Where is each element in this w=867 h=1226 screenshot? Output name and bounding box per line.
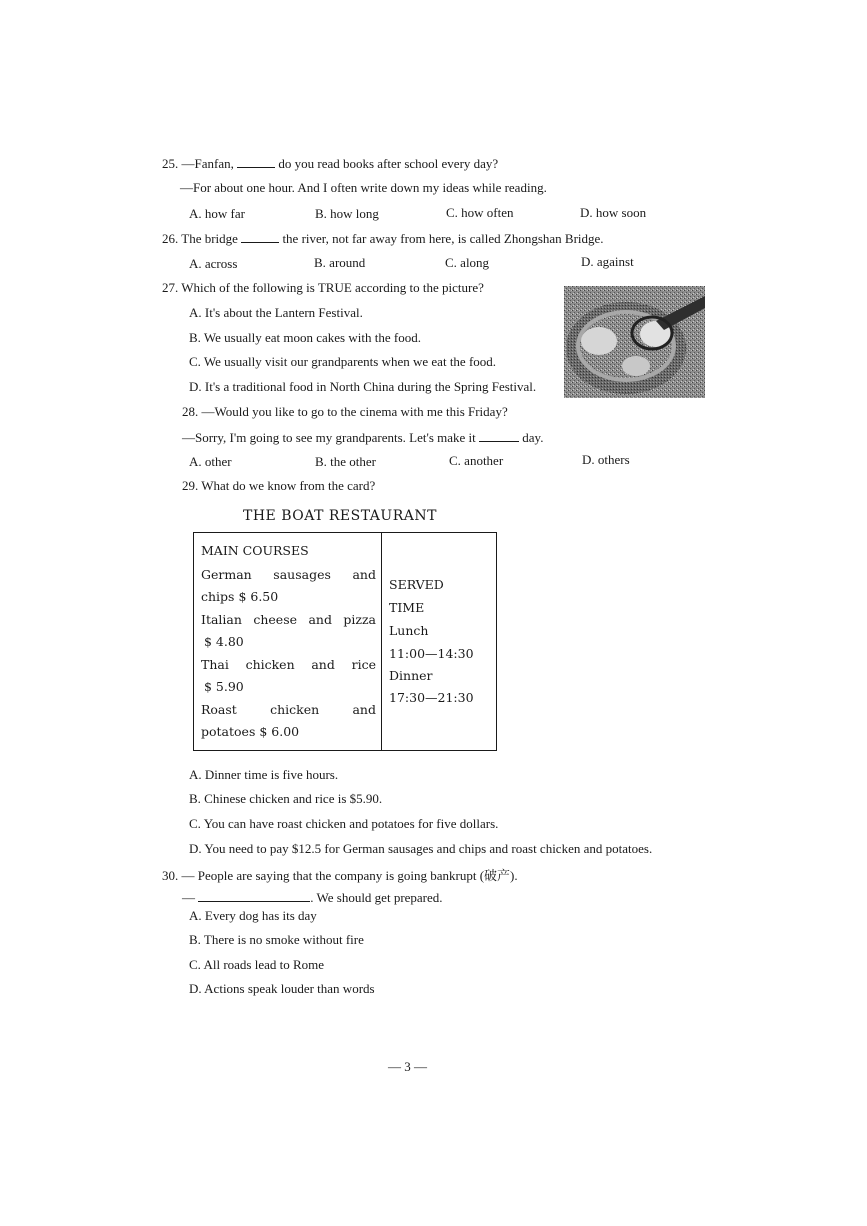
tangyuan-photo [564, 286, 705, 398]
q29-prompt: 29. What do we know from the card? [182, 478, 376, 493]
menu-item-roast: Roast chicken and [201, 702, 376, 717]
dinner-label: Dinner [389, 668, 433, 683]
served-label-2: TIME [389, 600, 425, 615]
q30-prompt: 30. — People are saying that the company is going bankrupt (破产). [162, 868, 518, 883]
menu-price-roast: potatoes $ 6.00 [201, 724, 300, 739]
q30-option-c: C. All roads lead to Rome [189, 957, 325, 972]
q27-option-a: A. It's about the Lantern Festival. [189, 305, 363, 320]
q30-reply: — . We should get prepared. [182, 890, 443, 905]
q28-blank [479, 429, 519, 442]
menu-price-thai: $ 5.90 [204, 679, 244, 694]
menu-card [193, 532, 497, 751]
q27-prompt: 27. Which of the following is TRUE according to the picture? [162, 280, 484, 295]
q26-option-b: B. around [314, 255, 366, 270]
q25-reply: —For about one hour. And I often write down my ideas while reading. [180, 180, 547, 195]
menu-price-german: chips $ 6.50 [201, 589, 279, 604]
served-label-1: SERVED [389, 577, 444, 592]
q28-reply: —Sorry, I'm going to see my grandparents. Let's make it day. [182, 430, 544, 445]
q29-option-c: C. You can have roast chicken and potatoes for five dollars. [189, 816, 499, 831]
q28-option-c: C. another [449, 453, 504, 468]
q28-prompt: 28. —Would you like to go to the cinema with me this Friday? [182, 404, 508, 419]
lunch-time: 11:00—14:30 [389, 646, 474, 661]
q27-option-d: D. It's a traditional food in North China during the Spring Festival. [189, 379, 537, 394]
card-divider [381, 533, 382, 750]
dinner-time: 17:30—21:30 [389, 690, 474, 705]
page-number: — 3 — [388, 1059, 427, 1074]
q25-prompt: 25. —Fanfan, do you read books after school every day? [162, 156, 499, 171]
q26-option-d: D. against [581, 254, 634, 269]
lunch-label: Lunch [389, 623, 429, 638]
q26-blank [241, 230, 279, 243]
q29-option-a: A. Dinner time is five hours. [189, 767, 339, 782]
q27-option-c: C. We usually visit our grandparents when we eat the food. [189, 354, 497, 369]
q26-prompt: 26. The bridge the river, not far away from here, is called Zhongshan Bridge. [162, 231, 604, 246]
q25-option-b: B. how long [315, 206, 379, 221]
q30-option-b: B. There is no smoke without fire [189, 932, 364, 947]
q27-option-b: B. We usually eat moon cakes with the food. [189, 330, 421, 345]
q30-option-d: D. Actions speak louder than words [189, 981, 375, 996]
q30-option-a: A. Every dog has its day [189, 908, 317, 923]
card-title: THE BOAT RESTAURANT [243, 508, 437, 524]
menu-item-thai: Thai chicken and rice [201, 657, 376, 672]
q28-option-b: B. the other [315, 454, 377, 469]
menu-item-german: German sausages and [201, 567, 376, 582]
q26-option-a: A. across [189, 256, 238, 271]
main-courses-heading: MAIN COURSES [201, 543, 309, 558]
q30-blank [198, 889, 310, 902]
q29-option-b: B. Chinese chicken and rice is $5.90. [189, 791, 383, 806]
menu-price-italian: $ 4.80 [204, 634, 244, 649]
q25-blank [237, 155, 275, 168]
q26-option-c: C. along [445, 255, 490, 270]
q25-option-d: D. how soon [580, 205, 647, 220]
menu-item-italian: Italian cheese and pizza [201, 612, 376, 627]
q25-option-c: C. how often [446, 205, 514, 220]
q29-option-d: D. You need to pay $12.5 for German sausages and chips and roast chicken and potatoes. [189, 841, 653, 856]
q28-option-a: A. other [189, 454, 232, 469]
q28-option-d: D. others [582, 452, 630, 467]
q25-option-a: A. how far [189, 206, 245, 221]
